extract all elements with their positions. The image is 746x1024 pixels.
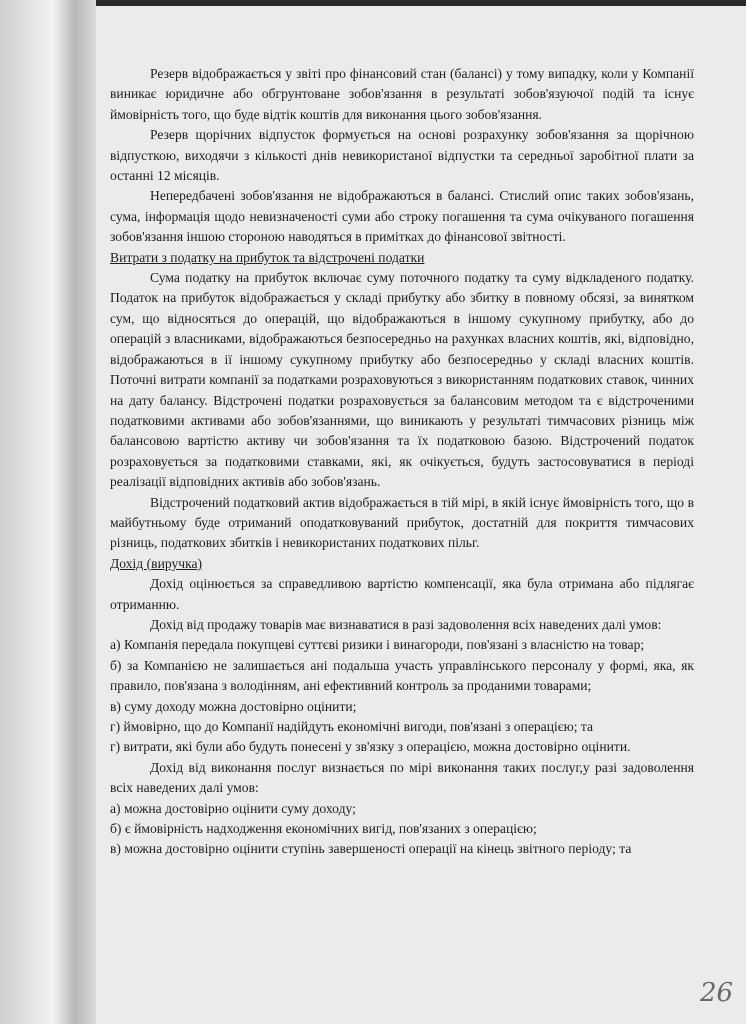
goods-condition-item: г) ймовірно, що до Компанії надійдуть економічні вигоди, пов'язані з операцією; та [110, 719, 594, 734]
paragraph-revenue-measurement: Дохід оцінюється за справедливою вартістю компенсації, яка була отримана або підлягає отриманню. [110, 576, 694, 612]
document-page [110, 64, 694, 860]
paragraph-income-tax: Сума податку на прибуток включає суму поточного податку та суму відкладеного податку. Податок на прибуток відображається у складі прибутку або збитку в повному обсязі, за винятком сум, що відносяться до операцій, що відображаються в іншому сукупному прибутку, або до операцій з власниками, відображаються безпосередньо на рахунках власних коштів, які, відповідно, відображаються в ії іншому сукупному прибутку або безпосередньо у складі власних коштів. Поточні витрати компанії за податками розраховуються з використанням податкових ставок, чинних на дату балансу. Відстрочені податки розраховується за балансовим методом та є відстроченими податковими активами або зобов'язаннями, що виникають у результаті тимчасових різниць між балансовою вартістю активу чи зобов'язання та їх податковою базою. Відстрочений податок розраховується за податковими ставками, які, як очікується, будуть застосовуватися в періоді реалізації відповідних активів або зобов'язань. [110, 270, 694, 490]
paragraph-vacation-reserve: Резерв щорічних відпусток формується на основі розрахунку зобов'язання за щорічною відпусткою, виходячи з кількості днів невикористаної відпустки та середньої заробітної плати за останні 12 місяців. [110, 127, 694, 184]
goods-condition-item: в) суму доходу можна достовірно оцінити; [110, 698, 357, 714]
paragraph-deferred-tax-asset: Відстрочений податковий актив відображається в тій мірі, в якій існує ймовірність того, що в майбутньому буде отриманий оподатковуваний прибуток, достатній для покриття тимчасових різниць, податкових збитків і невикористаних податкових пільг. [110, 494, 694, 551]
paragraph-reserve: Резерв відображається у звіті про фінансовий стан (балансі) у тому випадку, коли у Компанії виникає юридичне або обгрунтоване зобов'язання в результаті зобов'язуючої подій та існує ймовірність того, що буде відтік коштів для виконання цього зобов'язання. [110, 66, 694, 122]
paragraph-contingent-liabilities: Непередбачені зобов'язання не відображаються в балансі. Стислий опис таких зобов'язань, сума, інформація щодо невизначеності суми або строку погашення та сума очікуваного погашення зобов'язання іншою стороною наводяться в примітках до фінансової звітності. [110, 188, 694, 245]
binding-shadow [0, 0, 96, 1024]
services-condition-item: в) можна достовірно оцінити ступінь завершеності операції на кінець звітного періоду; та [110, 841, 632, 857]
scan-top-edge [0, 0, 746, 6]
heading-income-tax: Витрати з податку на прибуток та відстрочені податки [110, 249, 425, 265]
services-condition-item: б) є ймовірність надходження економічних вигід, пов'язаних з операцією; [110, 821, 537, 837]
goods-condition-item: б) за Компанією не залишається ані подальша участь управлінського персоналу у формі, яка, як правило, пов'язана з володінням, ані ефективний контроль за проданими товарами; [110, 657, 694, 694]
goods-condition-item: а) Компанія передала покупцеві суттєві ризики і винагороди, пов'язані з власністю на товар; [110, 637, 645, 653]
services-condition-item: а) можна достовірно оцінити суму доходу; [110, 800, 356, 816]
paragraph-services-revenue: Дохід від виконання послуг визнається по мірі виконання таких послуг,у разі задоволення всіх наведених далі умов: [110, 759, 694, 796]
goods-condition-item: г) витрати, які були або будуть понесені у зв'язку з операцією, можна достовірно оцінити. [110, 739, 631, 755]
paragraph-goods-revenue: Дохід від продажу товарів має визнаватися в разі задоволення всіх наведених далі умов: [150, 616, 662, 632]
heading-revenue: Дохід (виручка) [110, 555, 203, 571]
page-number: 26 [700, 978, 734, 1008]
